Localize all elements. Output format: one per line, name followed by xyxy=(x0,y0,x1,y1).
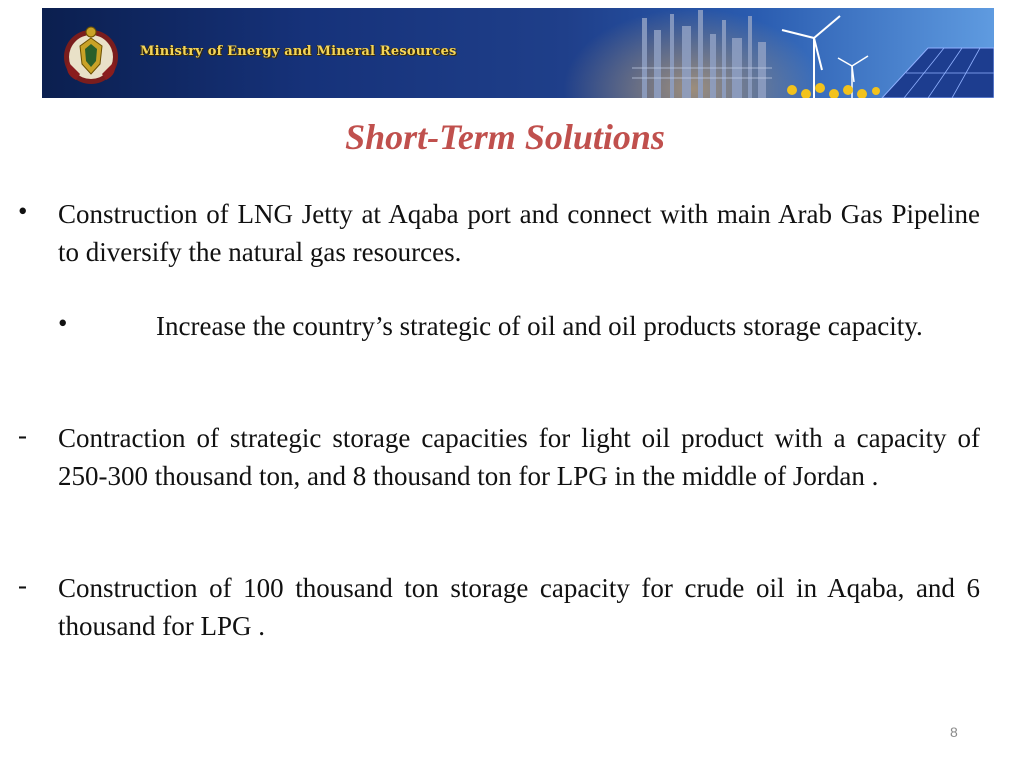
bullet-text-light-oil-storage: Contraction of strategic storage capacities for light oil product with a capacity of 250-300 thousand ton, and 8 thousand ton for LPG in the middle of Jordan . xyxy=(58,423,980,491)
dash-marker: - xyxy=(18,570,27,600)
header-banner xyxy=(42,8,994,98)
bullet-marker: • xyxy=(58,308,68,338)
bullet-text-lng-jetty: Construction of LNG Jetty at Aqaba port and connect with main Arab Gas Pipeline to diversify the natural gas resources. xyxy=(58,199,980,267)
energy-industry-illustration xyxy=(572,8,994,98)
coat-of-arms-icon xyxy=(62,24,120,86)
bullet-text-storage-capacity: Increase the country’s strategic of oil and oil products storage capacity. xyxy=(156,311,923,341)
bullet-text-crude-oil-storage: Construction of 100 thousand ton storage capacity for crude oil in Aqaba, and 6 thousand for LPG . xyxy=(58,573,980,641)
page-number: 8 xyxy=(950,724,958,740)
solar-panel-icon xyxy=(882,48,994,98)
dash-marker: - xyxy=(18,420,27,450)
ministry-name: Ministry of Energy and Mineral Resources xyxy=(140,44,457,59)
refinery-towers xyxy=(642,10,766,98)
bullet-marker: • xyxy=(18,196,28,226)
sunflower-field xyxy=(787,83,880,98)
slide-title: Short-Term Solutions xyxy=(345,117,665,157)
